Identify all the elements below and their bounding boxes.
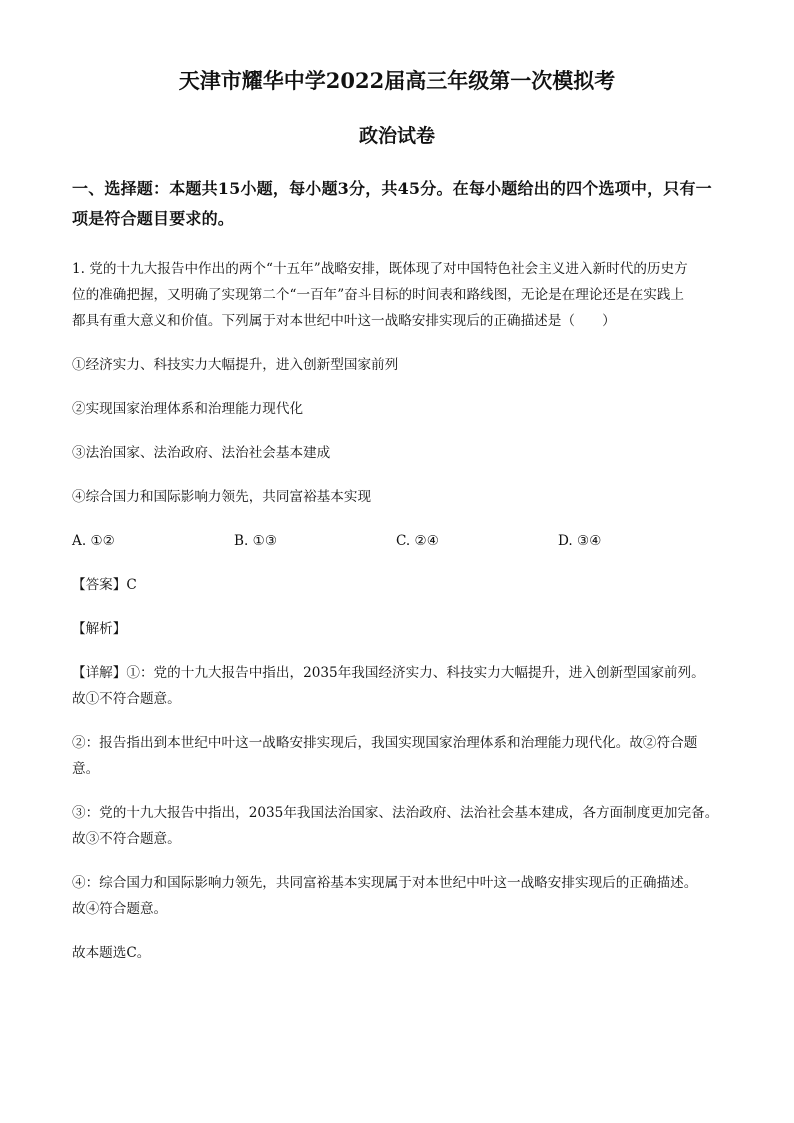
question-stem-line-3: 都具有重大意义和价值。下列属于对本世纪中叶这一战略安排实现后的正确描述是（ ） — [72, 313, 616, 329]
detail-4-line-2: 故④符合题意。 — [72, 901, 168, 917]
conclusion: 故本题选C。 — [72, 945, 151, 961]
detail-2-line-2: 意。 — [72, 761, 100, 777]
detail-3-line-2: 故③不符合题意。 — [72, 831, 181, 847]
choice-a: A. ①② — [72, 533, 115, 549]
answer-label: 【答案】C — [72, 577, 137, 593]
section-heading-line-1: 一、选择题：本题共15小题，每小题3分，共45分。在每小题给出的四个选项中，只有一 — [72, 179, 712, 198]
choice-b: B. ①③ — [234, 533, 278, 549]
detail-1-line-2: 故①不符合题意。 — [72, 691, 181, 707]
question-stem-line-1: 1. 党的十九大报告中作出的两个“十五年”战略安排，既体现了对中国特色社会主义进入新时代的历史方 — [72, 261, 688, 277]
analysis-label: 【解析】 — [72, 621, 127, 637]
answer-choices — [72, 528, 722, 554]
statement-1: ①经济实力、科技实力大幅提升，进入创新型国家前列 — [72, 357, 399, 373]
choice-c: C. ②④ — [396, 533, 439, 549]
detail-4 — [72, 870, 722, 922]
detail-3 — [72, 800, 722, 852]
statement-4: ④综合国力和国际影响力领先，共同富裕基本实现 — [72, 489, 372, 505]
question-stem-line-2: 位的准确把握，又明确了实现第二个“一百年”奋斗目标的时间表和路线图，无论是在理论还是在实践上 — [72, 287, 685, 303]
detail-2 — [72, 730, 722, 782]
statement-3: ③法治国家、法治政府、法治社会基本建成 — [72, 445, 331, 461]
exam-subtitle: 政治试卷 — [358, 125, 435, 147]
choice-d: D. ③④ — [558, 533, 602, 549]
detail-3-line-1: ③：党的十九大报告中指出，2035年我国法治国家、法治政府、法治社会基本建成，各方面制度更加完备。 — [72, 805, 719, 821]
section-heading-line-2: 项是符合题目要求的。 — [72, 209, 235, 228]
detail-1 — [72, 660, 722, 712]
detail-2-line-1: ②：报告指出到本世纪中叶这一战略安排实现后，我国实现国家治理体系和治理能力现代化。故②符合题 — [72, 735, 698, 751]
detail-4-line-1: ④：综合国力和国际影响力领先，共同富裕基本实现属于对本世纪中叶这一战略安排实现后的正确描述。 — [72, 875, 698, 891]
section-heading — [72, 174, 722, 234]
statement-2: ②实现国家治理体系和治理能力现代化 — [72, 401, 304, 417]
question-stem — [72, 256, 722, 334]
exam-title: 天津市耀华中学2022届高三年级第一次模拟考 — [178, 68, 616, 93]
detail-1-line-1: 【详解】①：党的十九大报告中指出，2035年我国经济实力、科技实力大幅提升，进入创新型国家前列。 — [72, 665, 705, 681]
